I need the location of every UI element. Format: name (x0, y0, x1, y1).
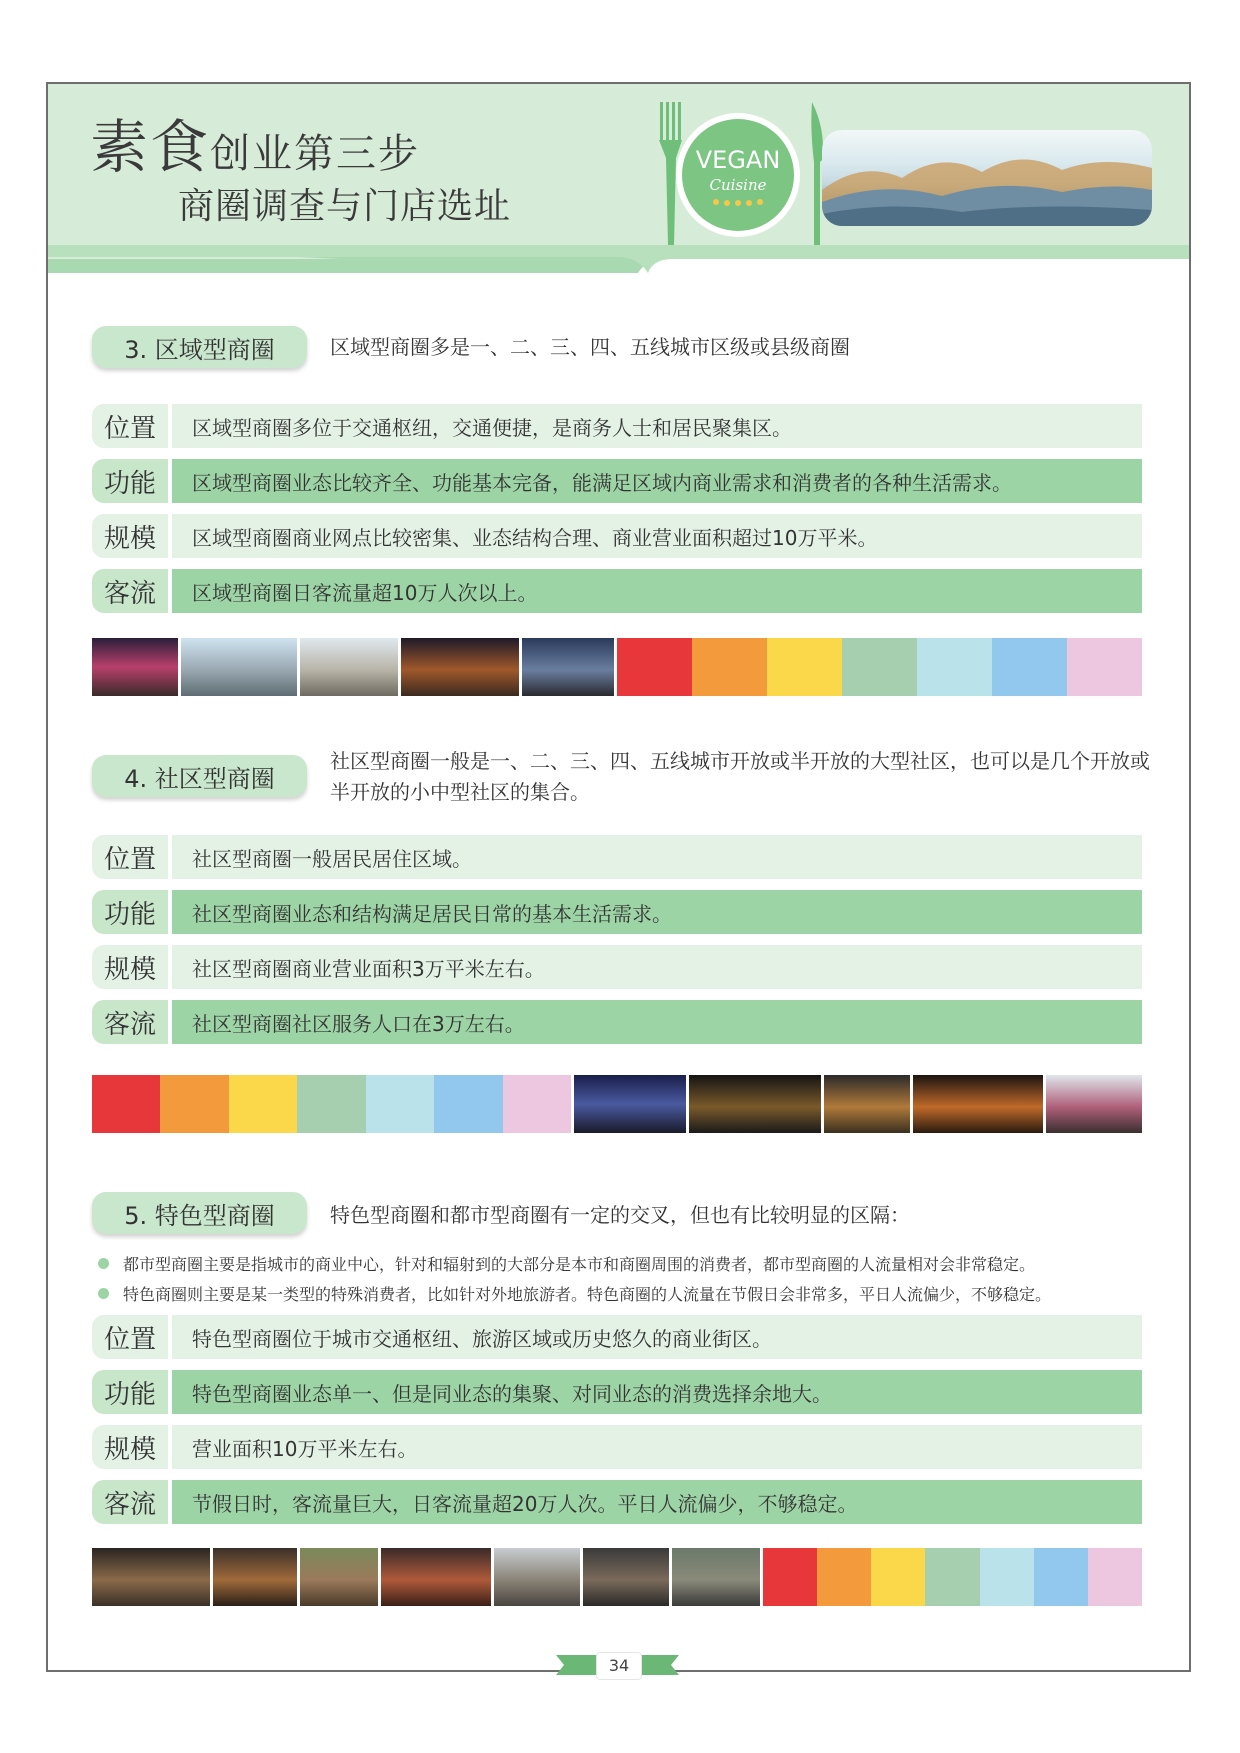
page-subtitle: 商圈调查与门店选址 (178, 186, 512, 227)
row-text: 社区型商圈一般居民居住区域。 (172, 835, 1142, 879)
section-3-row-function (92, 459, 1142, 503)
row-text: 营业面积10万平米左右。 (172, 1425, 1142, 1469)
old-street-night-photo (92, 1548, 210, 1606)
color-swatch (617, 638, 692, 696)
shopping-street-evening-photo (401, 638, 519, 696)
page-number: 34 (596, 1652, 642, 1680)
row-label: 功能 (92, 459, 168, 503)
section-5-bullet-2 (98, 1282, 1051, 1305)
color-swatch (817, 1548, 871, 1606)
row-text: 社区型商圈业态和结构满足居民日常的基本生活需求。 (172, 890, 1142, 934)
row-label: 客流 (92, 569, 168, 613)
row-text: 区域型商圈多位于交通枢纽，交通便捷，是商务人士和居民聚集区。 (172, 404, 1142, 448)
ancient-town-street-photo (494, 1548, 580, 1606)
section-5-row-location (92, 1315, 1142, 1359)
title-rest-text: 创业第三步 (210, 131, 421, 177)
logo-text: VEGAN (695, 146, 781, 174)
lantern-street-photo (381, 1548, 491, 1606)
row-text: 社区型商圈社区服务人口在3万左右。 (172, 1000, 1142, 1044)
color-swatch (980, 1548, 1034, 1606)
section-3-row-scale (92, 514, 1142, 558)
section-5-image-strip (92, 1548, 1142, 1606)
color-swatch (160, 1075, 228, 1133)
row-text: 社区型商圈商业营业面积3万平米左右。 (172, 945, 1142, 989)
row-label: 规模 (92, 945, 168, 989)
community-buildings-photo (913, 1075, 1043, 1133)
section-4-description: 社区型商圈一般是一、二、三、四、五线城市开放或半开放的大型社区，也可以是几个开放或半开放的小中型社区的集合。 (330, 749, 1150, 804)
color-swatch (503, 1075, 571, 1133)
canal-street-photo (672, 1548, 760, 1606)
color-swatch (92, 1075, 160, 1133)
section-5-description: 特色型商圈和都市型商圈有一定的交叉，但也有比较明显的区隔： (330, 1203, 910, 1227)
color-swatch (767, 638, 842, 696)
city-night-street-photo (92, 638, 178, 696)
bullet-text: 特色商圈则主要是某一类型的特殊消费者，比如针对外地旅游者。特色商圈的人流量在节假日会非常多，平日人流偏少，不够稳定。 (123, 1285, 1052, 1304)
section-3-description: 区域型商圈多是一、二、三、四、五线城市区级或县级商圈 (330, 335, 850, 359)
row-label: 功能 (92, 1370, 168, 1414)
section-4-row-scale (92, 945, 1142, 989)
section-4-row-location (92, 835, 1142, 879)
color-swatch (871, 1548, 925, 1606)
bullet-dot-icon (98, 1258, 109, 1269)
color-swatch (763, 1548, 817, 1606)
row-label: 客流 (92, 1480, 168, 1524)
commercial-plaza-photo (300, 638, 398, 696)
color-swatch (842, 638, 917, 696)
traditional-lane-photo (300, 1548, 378, 1606)
bullet-text: 都市型商圈主要是指城市的商业中心，针对和辐射到的大部分是本市和商圈周围的消费者，都市型商圈的人流量相对会非常稳定。 (123, 1255, 1036, 1274)
header-wave-band (48, 245, 1189, 273)
row-text: 区域型商圈商业网点比较密集、业态结构合理、商业营业面积超过10万平米。 (172, 514, 1142, 558)
section-3-row-traffic (92, 569, 1142, 613)
vegan-cuisine-logo (650, 100, 830, 250)
row-text: 特色型商圈位于城市交通枢纽、旅游区域或历史悠久的商业街区。 (172, 1315, 1142, 1359)
color-swatch (1088, 1548, 1142, 1606)
historic-shops-photo (213, 1548, 297, 1606)
section-3-heading: 3. 区域型商圈 (92, 326, 307, 368)
section-4-image-strip (92, 1075, 1142, 1133)
color-swatch (1034, 1548, 1088, 1606)
section-5-bullet-1 (98, 1252, 1035, 1275)
logo-script: Cuisine (709, 176, 767, 194)
row-label: 规模 (92, 1425, 168, 1469)
shop-fronts-photo (583, 1548, 669, 1606)
urban-mall-photo (522, 638, 614, 696)
color-swatch (366, 1075, 434, 1133)
section-3-row-location (92, 404, 1142, 448)
page-title (90, 100, 420, 184)
section-4-row-function (92, 890, 1142, 934)
arcade-walkway-photo (824, 1075, 910, 1133)
section-5-heading: 5. 特色型商圈 (92, 1192, 307, 1234)
color-swatch (434, 1075, 502, 1133)
title-main-text: 素食 (90, 113, 211, 181)
row-text: 特色型商圈业态单一、但是同业态的集聚、对同业态的消费选择余地大。 (172, 1370, 1142, 1414)
night-skyline-photo (574, 1075, 686, 1133)
color-swatch (229, 1075, 297, 1133)
row-text: 区域型商圈业态比较齐全、功能基本完备，能满足区域内商业需求和消费者的各种生活需求。 (172, 459, 1142, 503)
high-rise-buildings-photo (181, 638, 297, 696)
row-label: 位置 (92, 404, 168, 448)
section-4-row-traffic (92, 1000, 1142, 1044)
color-swatch (1067, 638, 1142, 696)
section-5-row-scale (92, 1425, 1142, 1469)
section-4-heading: 4. 社区型商圈 (92, 755, 307, 797)
row-text: 区域型商圈日客流量超10万人次以上。 (172, 569, 1142, 613)
pedestrian-street-photo (1046, 1075, 1142, 1133)
color-swatch (917, 638, 992, 696)
row-label: 客流 (92, 1000, 168, 1044)
row-label: 位置 (92, 835, 168, 879)
bullet-dot-icon (98, 1288, 109, 1299)
section-3-image-strip (92, 638, 1142, 696)
section-5-row-traffic (92, 1480, 1142, 1524)
section-5-row-function (92, 1370, 1142, 1414)
color-swatch (925, 1548, 979, 1606)
color-swatch (297, 1075, 365, 1133)
color-swatch (692, 638, 767, 696)
row-label: 规模 (92, 514, 168, 558)
lit-garden-photo (689, 1075, 821, 1133)
row-label: 功能 (92, 890, 168, 934)
row-label: 位置 (92, 1315, 168, 1359)
mountain-landscape-banner (822, 130, 1152, 226)
row-text: 节假日时，客流量巨大，日客流量超20万人次。平日人流偏少，不够稳定。 (172, 1480, 1142, 1524)
color-swatch (992, 638, 1067, 696)
